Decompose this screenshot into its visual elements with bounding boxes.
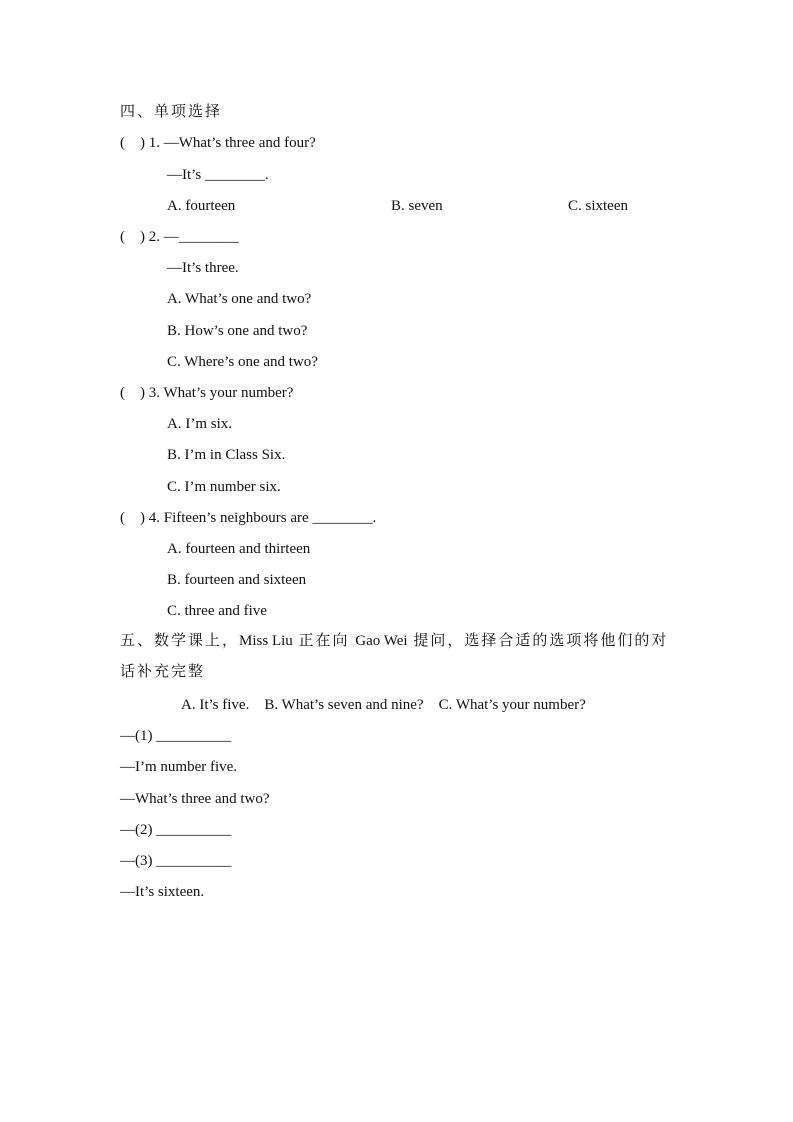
dialogue-line-6: —It’s sixteen. bbox=[120, 884, 205, 900]
section-5-heading-part2: 正在向 bbox=[292, 633, 356, 649]
q4-option-b: B. fourteen and sixteen bbox=[167, 572, 307, 588]
q3-option-a: A. I’m six. bbox=[167, 416, 232, 432]
q2-option-a: A. What’s one and two? bbox=[167, 291, 312, 307]
q3-option-b: B. I’m in Class Six. bbox=[167, 447, 286, 463]
section-5-student-name: Gao Wei bbox=[355, 633, 408, 649]
q1-option-b: B. seven bbox=[391, 198, 443, 214]
dialogue-line-2: —I’m number five. bbox=[120, 759, 238, 775]
q3-option-c: C. I’m number six. bbox=[167, 479, 281, 495]
section-5-heading-part3: 提问，选择合适的选项将他们的对话补充完整 bbox=[120, 633, 669, 680]
q1-option-a: A. fourteen bbox=[167, 198, 236, 214]
q2-stem: ( ) 2. —________ bbox=[120, 229, 239, 245]
q3-stem: ( ) 3. What’s your number? bbox=[120, 385, 294, 401]
q4-option-c: C. three and five bbox=[167, 603, 267, 619]
section-5-heading-part1: 五、数学课上， bbox=[120, 633, 240, 649]
q2-option-c: C. Where’s one and two? bbox=[167, 354, 318, 370]
dialogue-line-4: —(2) __________ bbox=[120, 822, 232, 838]
q2-reply: —It’s three. bbox=[167, 260, 239, 276]
dialogue-line-5: —(3) __________ bbox=[120, 853, 232, 869]
section-4-heading: 四、单项选择 bbox=[120, 104, 223, 120]
q2-option-b: B. How’s one and two? bbox=[167, 323, 308, 339]
dialogue-line-3: —What’s three and two? bbox=[120, 791, 270, 807]
q1-stem: ( ) 1. —What’s three and four? bbox=[120, 135, 316, 151]
q1-option-c: C. sixteen bbox=[568, 198, 628, 214]
section-5-options: A. It’s five. B. What’s seven and nine? C. What’s your number? bbox=[181, 697, 586, 713]
q4-stem: ( ) 4. Fifteen’s neighbours are ________. bbox=[120, 510, 377, 526]
q4-option-a: A. fourteen and thirteen bbox=[167, 541, 311, 557]
section-5-teacher-name: Miss Liu bbox=[239, 633, 293, 649]
q1-reply: —It’s ________. bbox=[167, 167, 269, 183]
section-5-heading bbox=[120, 626, 680, 688]
dialogue-line-1: —(1) __________ bbox=[120, 728, 232, 744]
